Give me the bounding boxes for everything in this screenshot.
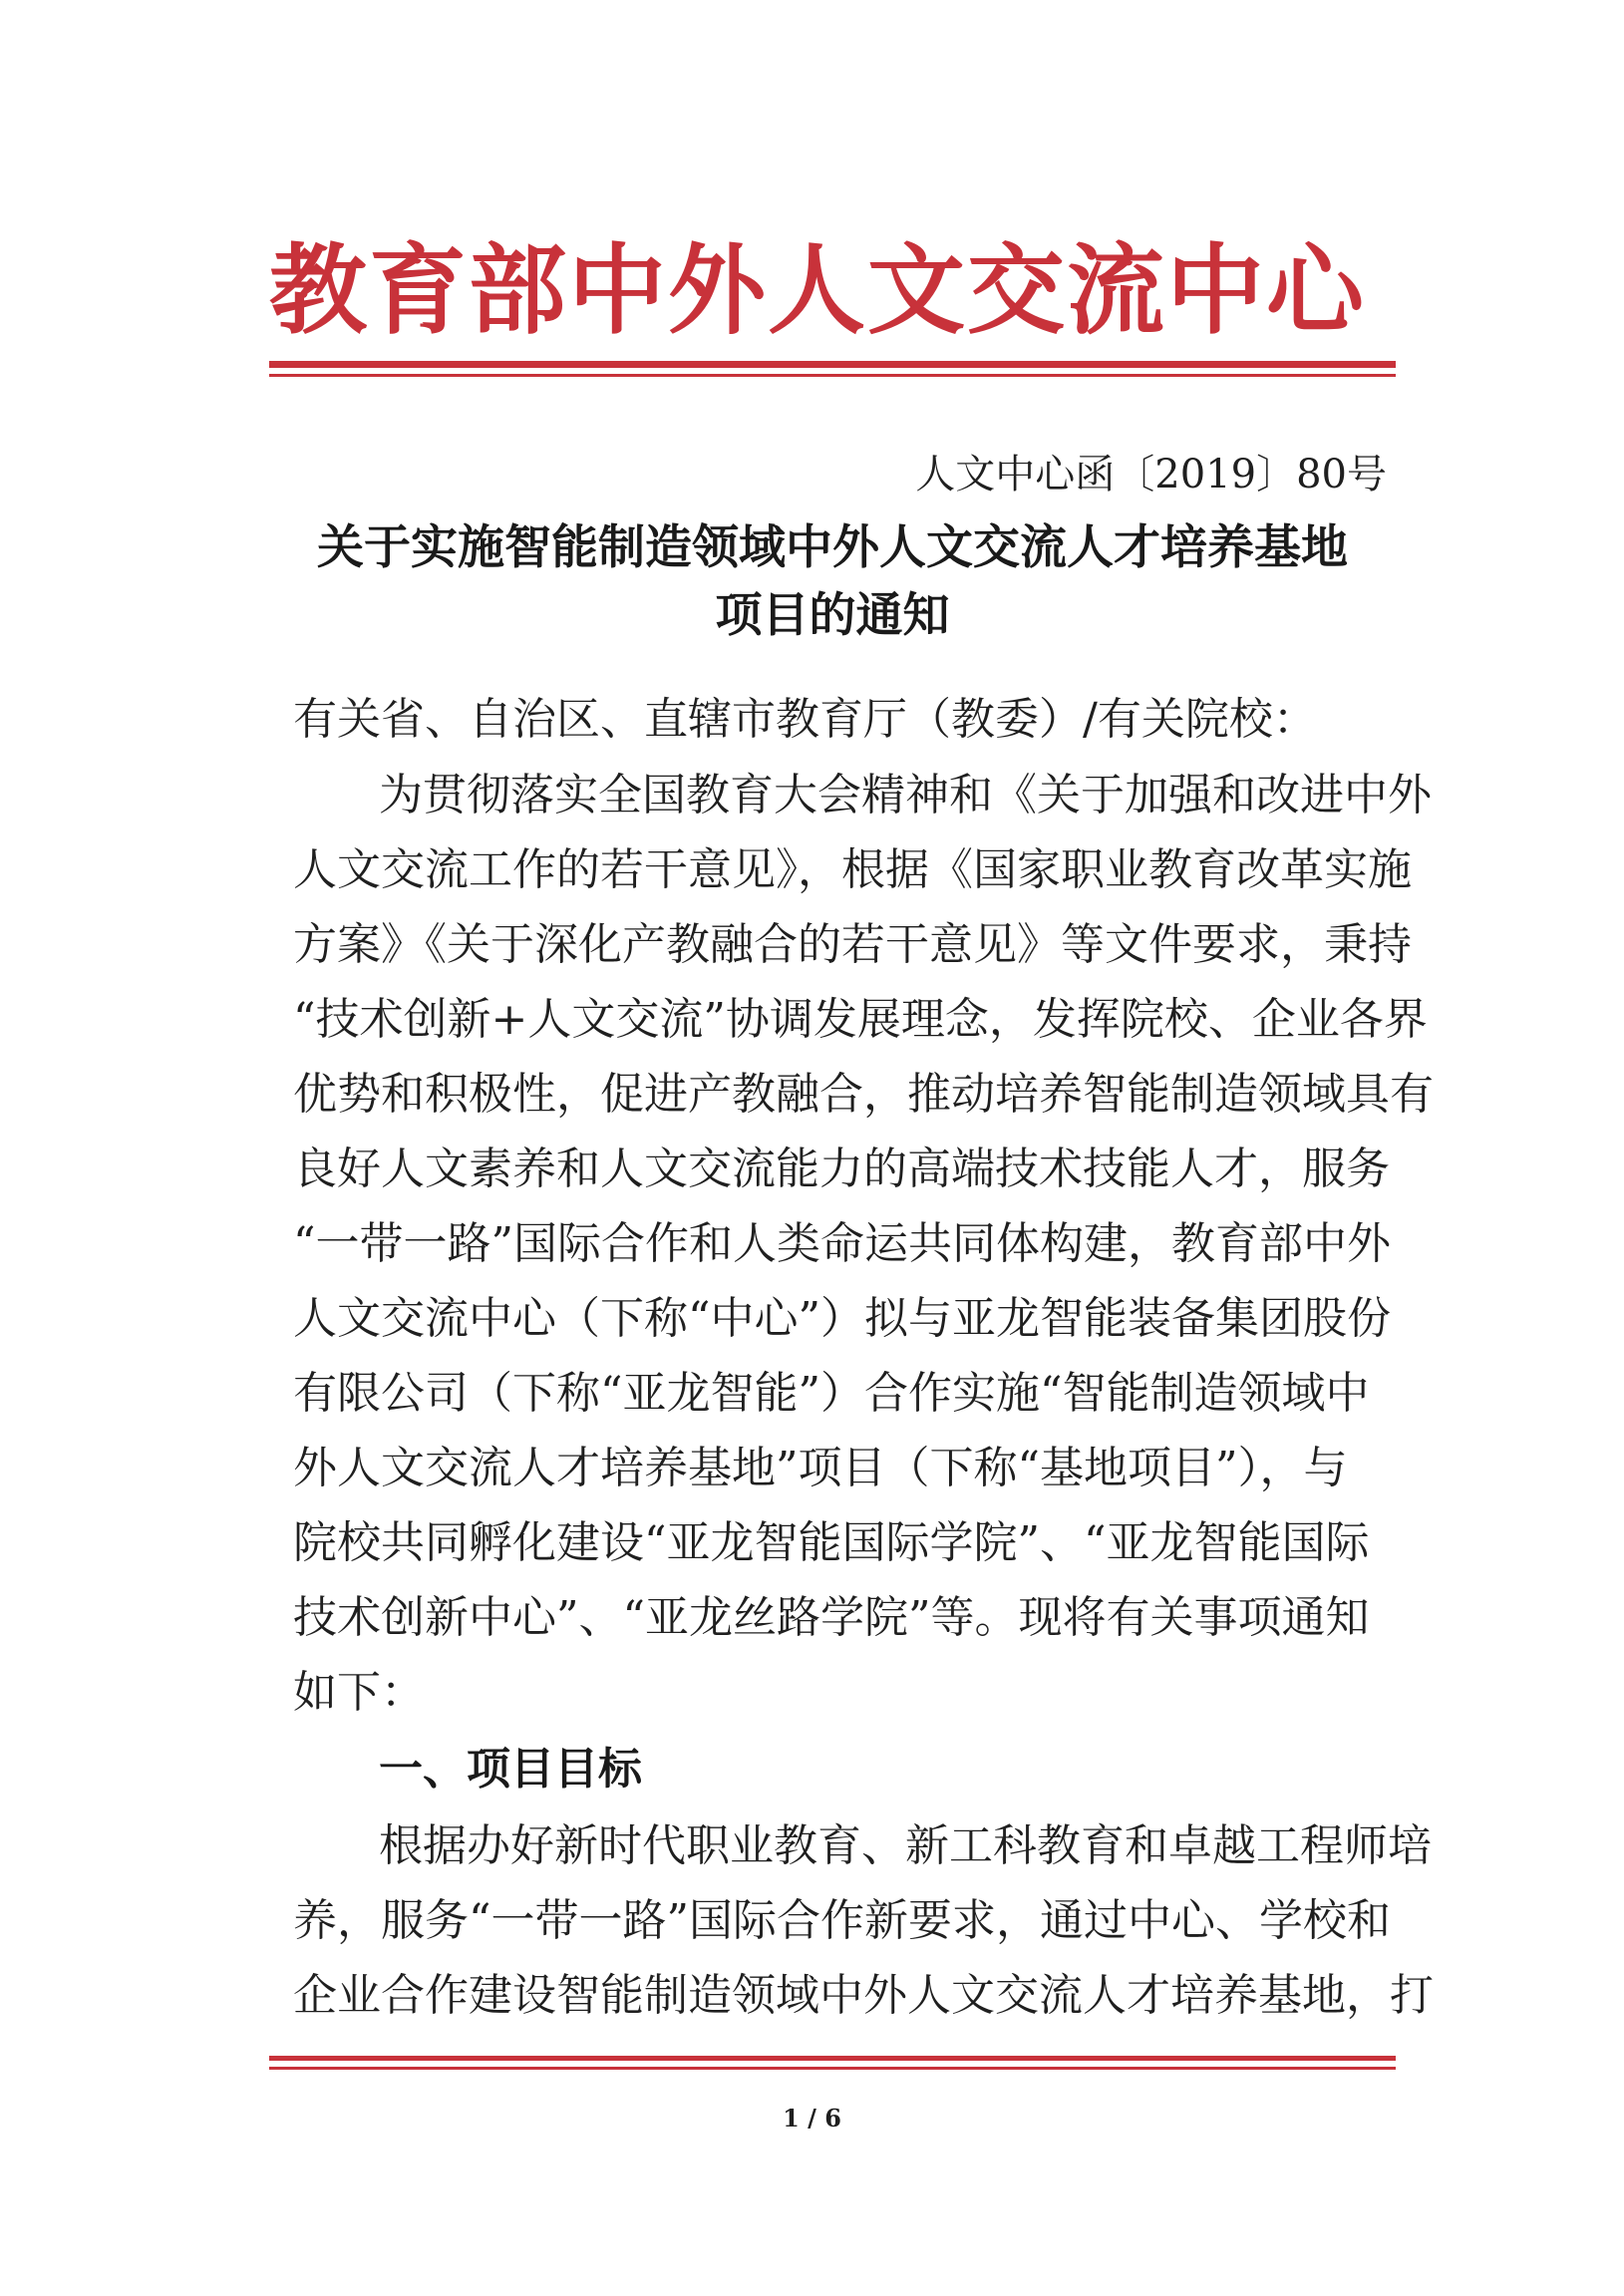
paragraph2-line: 根据办好新时代职业教育、新工科教育和卓越工程师培 xyxy=(379,1820,1432,1871)
org-letterhead-title: 教育部中外人文交流中心 xyxy=(269,233,1367,348)
paragraph1-line: 良好人文素养和人文交流能力的高端技术技能人才，服务 xyxy=(293,1144,1390,1194)
paragraph1-line: 技术创新中心”、“亚龙丝路学院”等。现将有关事项通知 xyxy=(293,1592,1370,1643)
paragraph1-line: 有限公司（下称“亚龙智能”）合作实施“智能制造领域中 xyxy=(293,1368,1370,1419)
letterhead-rule-thin xyxy=(269,374,1396,377)
footer-rule-thin xyxy=(269,2067,1396,2070)
paragraph2-line: 养，服务“一带一路”国际合作新要求，通过中心、学校和 xyxy=(293,1895,1391,1946)
page-number: 1 / 6 xyxy=(783,2104,841,2132)
letterhead-rule-thick xyxy=(269,361,1396,368)
document-title-line-1: 关于实施智能制造领域中外人文交流人才培养基地 xyxy=(317,520,1348,575)
document-number: 人文中心函〔2019〕80号 xyxy=(915,452,1387,497)
paragraph2-line: 企业合作建设智能制造领域中外人文交流人才培养基地，打 xyxy=(293,1970,1434,2021)
paragraph1-line: 方案》《关于深化产教融合的若干意见》等文件要求，秉持 xyxy=(293,919,1412,970)
paragraph1-line: “技术创新+人文交流”协调发展理念，发挥院校、企业各界 xyxy=(293,994,1428,1045)
salutation: 有关省、自治区、直辖市教育厅（教委）/有关院校： xyxy=(293,694,1317,745)
section-heading: 一、项目目标 xyxy=(379,1744,642,1795)
paragraph1-line: 外人文交流人才培养基地”项目（下称“基地项目”），与 xyxy=(293,1443,1348,1493)
paragraph1-line: 为贯彻落实全国教育大会精神和《关于加强和改进中外 xyxy=(379,770,1432,820)
paragraph1-line: “一带一路”国际合作和人类命运共同体构建，教育部中外 xyxy=(293,1218,1391,1269)
footer-rule-thick xyxy=(269,2056,1396,2061)
document-title-line-2: 项目的通知 xyxy=(715,588,950,643)
paragraph1-line: 如下： xyxy=(293,1667,425,1718)
paragraph1-line: 人文交流工作的若干意见》，根据《国家职业教育改革实施 xyxy=(293,844,1412,895)
paragraph1-line: 院校共同孵化建设“亚龙智能国际学院”、“亚龙智能国际 xyxy=(293,1517,1370,1568)
paragraph1-line: 人文交流中心（下称“中心”）拟与亚龙智能装备集团股份 xyxy=(293,1293,1391,1344)
paragraph1-line: 优势和积极性，促进产教融合，推动培养智能制造领域具有 xyxy=(293,1069,1434,1120)
